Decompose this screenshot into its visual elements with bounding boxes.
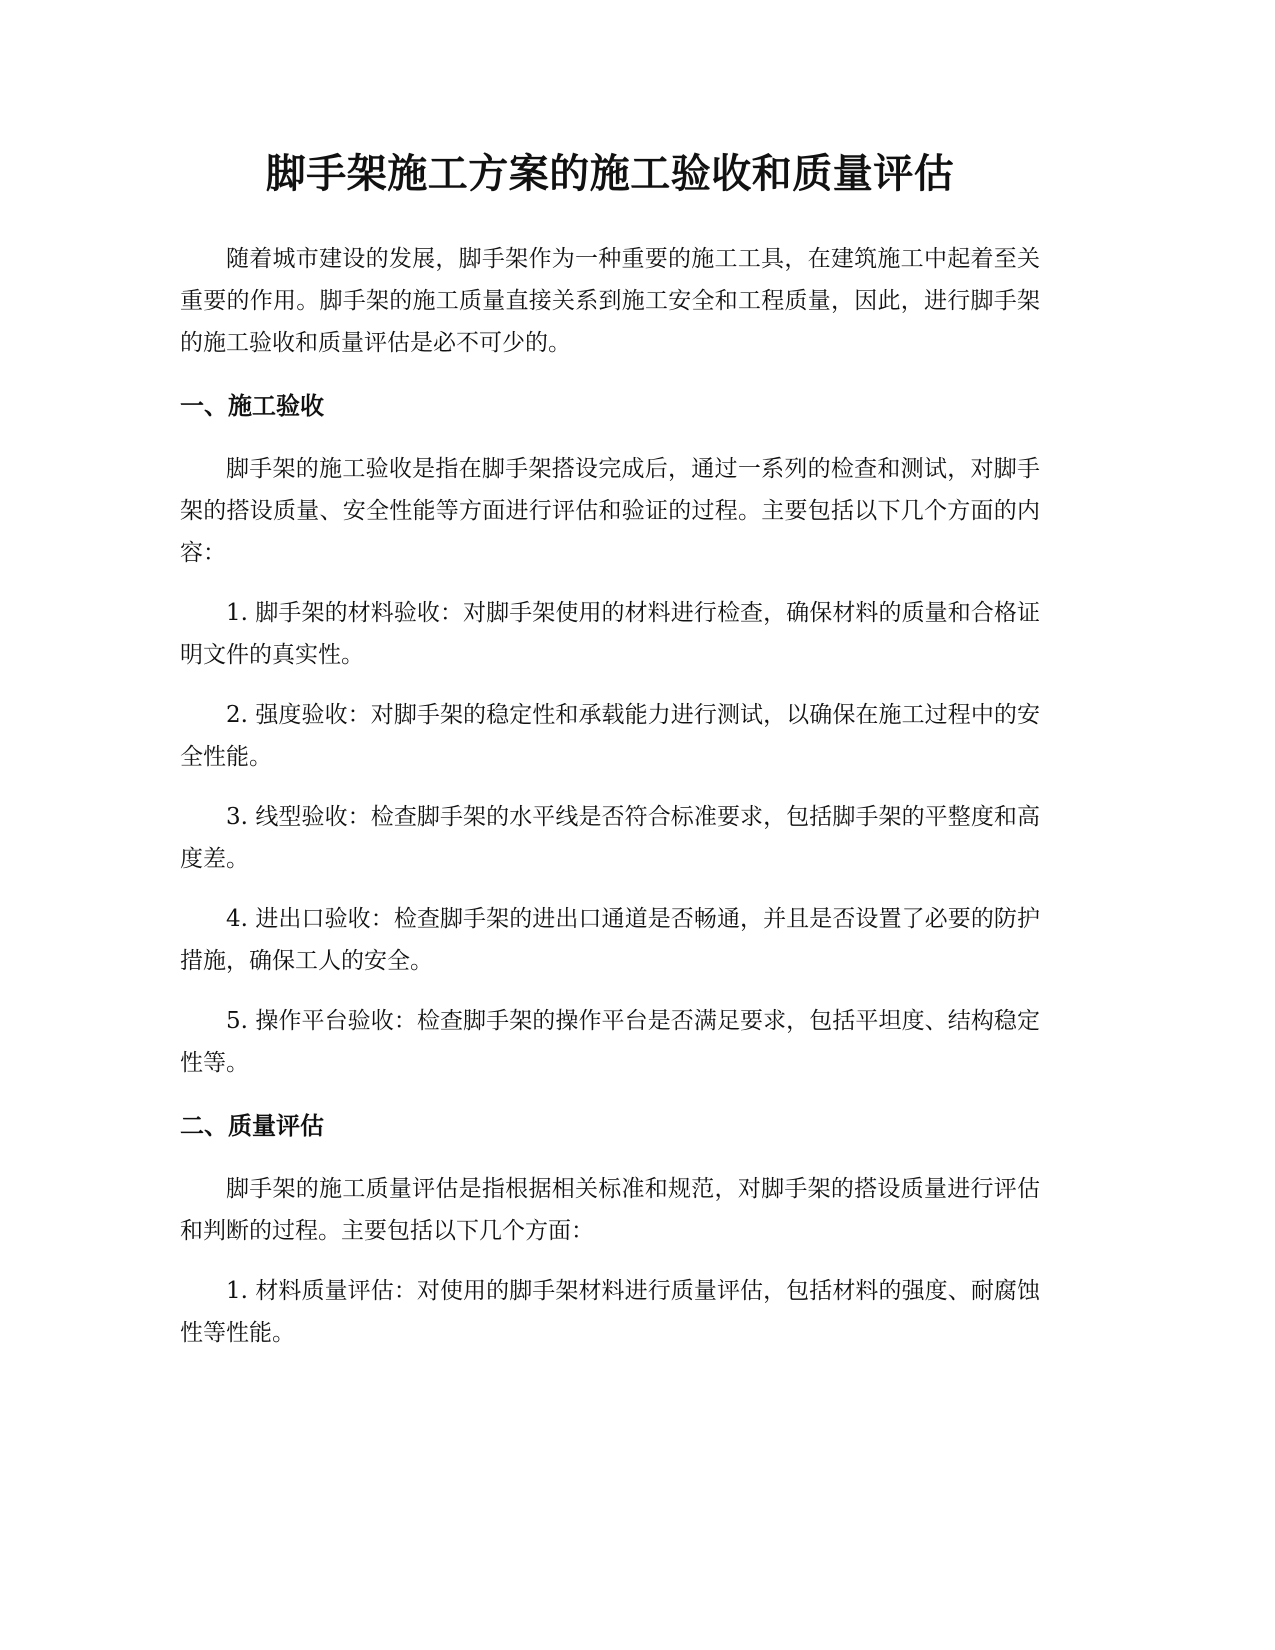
spacer xyxy=(180,1252,1040,1270)
spacer xyxy=(180,880,1040,898)
spacer xyxy=(180,982,1040,1000)
spacer xyxy=(180,364,1040,386)
list-item: 1. 脚手架的材料验收：对脚手架使用的材料进行检查，确保材料的质量和合格证明文件的真实性。 xyxy=(180,600,1040,668)
list-item: 5. 操作平台验收：检查脚手架的操作平台是否满足要求，包括平坦度、结构稳定性等。 xyxy=(180,1008,1040,1076)
list-item: 3. 线型验收：检查脚手架的水平线是否符合标准要求，包括脚手架的平整度和高度差。 xyxy=(180,804,1040,872)
spacer xyxy=(180,1146,1040,1168)
section-intro-quality: 脚手架的施工质量评估是指根据相关标准和规范，对脚手架的搭设质量进行评估和判断的过程。主要包括以下几个方面： xyxy=(180,1176,1040,1244)
list-item: 4. 进出口验收：检查脚手架的进出口通道是否畅通，并且是否设置了必要的防护措施，确保工人的安全。 xyxy=(180,906,1040,974)
list-item: 1. 材料质量评估：对使用的脚手架材料进行质量评估，包括材料的强度、耐腐蚀性等性能。 xyxy=(180,1278,1040,1346)
section-intro-acceptance: 脚手架的施工验收是指在脚手架搭设完成后，通过一系列的检查和测试，对脚手架的搭设质量、安全性能等方面进行评估和验证的过程。主要包括以下几个方面的内容： xyxy=(180,456,1040,566)
spacer xyxy=(180,778,1040,796)
spacer xyxy=(180,426,1040,448)
spacer xyxy=(180,1084,1040,1106)
spacer xyxy=(180,200,1040,238)
section-heading-acceptance: 一、施工验收 xyxy=(180,392,324,420)
spacer xyxy=(180,676,1040,694)
document-page xyxy=(180,0,1040,1354)
spacer xyxy=(180,574,1040,592)
document-title: 脚手架施工方案的施工验收和质量评估 xyxy=(265,151,955,197)
list-item: 2. 强度验收：对脚手架的稳定性和承载能力进行测试，以确保在施工过程中的安全性能。 xyxy=(180,702,1040,770)
intro-paragraph: 随着城市建设的发展，脚手架作为一种重要的施工工具，在建筑施工中起着至关重要的作用。脚手架的施工质量直接关系到施工安全和工程质量，因此，进行脚手架的施工验收和质量评估是必不可少的。 xyxy=(180,246,1040,356)
section-heading-quality: 二、质量评估 xyxy=(180,1112,324,1140)
